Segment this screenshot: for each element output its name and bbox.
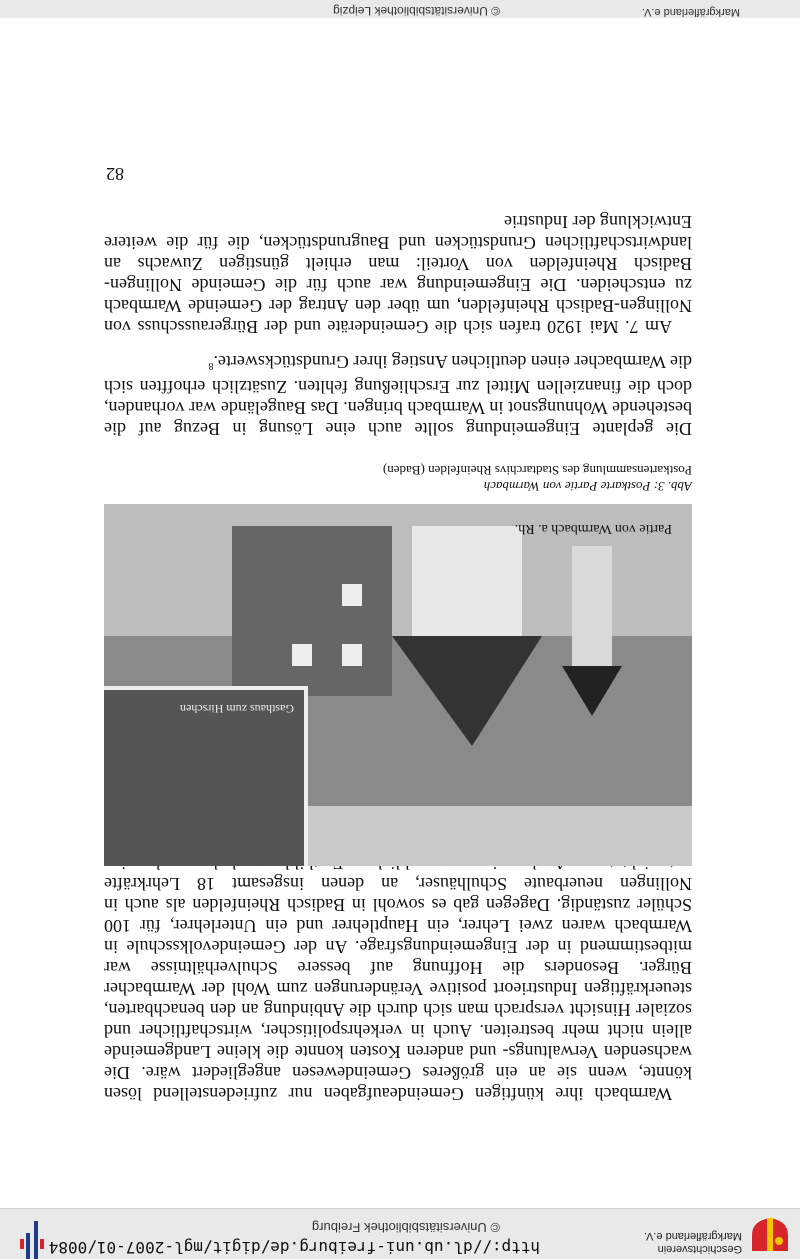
library-logo-icon bbox=[16, 1221, 48, 1259]
society-label: Geschichtsverein Markgräflerland e.V. bbox=[643, 1230, 742, 1255]
viewer-header-bar bbox=[0, 1208, 800, 1259]
coat-of-arms-icon bbox=[748, 1217, 792, 1253]
inset-label: Gasthaus zum Hirschen bbox=[180, 702, 294, 716]
footer-copyright: © Universitätsbibliothek Leipzig bbox=[333, 4, 500, 18]
footer-society: Markgräflerland e.V. bbox=[641, 6, 740, 18]
page-number: 82 bbox=[106, 164, 124, 184]
body-paragraph-2: Die geplante Eingemeindung sollte auch eine Lösung in Bezug auf die bestehende Wohnungsnot in Warmbach bringen. Das Baugelände war vorhanden, doch die finanziellen Mittel zur Erschließung fehlten. Zusätzlich erhofften sich die Warmbacher einen deutlichen Anstieg ihrer Grundstückswerte.$^8$ bbox=[104, 352, 692, 439]
inhouse-inset-photo bbox=[104, 686, 308, 866]
document-url-link[interactable]: http://dl.ub.uni-freiburg.de/digit/mgl-2007-01/0084 bbox=[48, 1238, 540, 1257]
figure-caption: Abb. 3: Postkarte Partie von Warmbach Postkartensammlung des Stadtarchivs Rheinfelden (Baden) bbox=[382, 463, 692, 494]
viewer-footer-bar bbox=[0, 0, 800, 18]
body-paragraph-1: Warmbach ihre künftigen Gemeindeaufgaben nur zufriedenstellend lösen könnte, wenn sie an ein größeres Gemeindewesen angegliedert wäre. Die wachsenden Verwaltungs- und anderen Kosten konnte die kleine Landgemeinde allein nicht mehr bestreiten. Auch in verkehrspolitischer, wirtschaftlicher und sozialer Hinsicht versprach man sich durch die Anbindung an den benachbarten, steuerkräftigen Industrieort positive Veränderungen zum Wohl der Warmbacher Bürger. Besonders die Hoffnung auf bessere Schulverhältnisse war mitbestimmend in der Eingemeindungsfrage. An der Gemeindevolksschule in Warmbach waren zwei Lehrer, ein Hauptlehrer und ein Unterlehrer, für 100 Schüler zuständig. Dagegen gab es sowohl in Badisch Rheinfelden als auch in Nollingen neuerbaute Schulhäuser, an denen insgesamt 18 Lehrkräfte bbox=[104, 874, 692, 1104]
copyright-text: © Universitätsbibliothek Freiburg bbox=[311, 1220, 500, 1235]
postcard-photo bbox=[104, 504, 692, 866]
photo-label: Partie von Warmbach a. Rh. bbox=[514, 521, 672, 536]
body-paragraph-3: Am 7. Mai 1920 trafen sich die Gemeinderäte und der Bürgerausschuss von Nollingen-Badisch Rheinfelden, um über den Antrag der Gemeinde Warmbach zu entscheiden. Die Eingemeindung war auch für die Gemeinde Nollingen-Badisch Rheinfelden von Vorteil: man erhielt günstigen Zuwachs an landwirtschaftlichen Grundstücken und Baugrundstücken, die für die weitere Entwicklung der Industrie bbox=[104, 212, 692, 337]
